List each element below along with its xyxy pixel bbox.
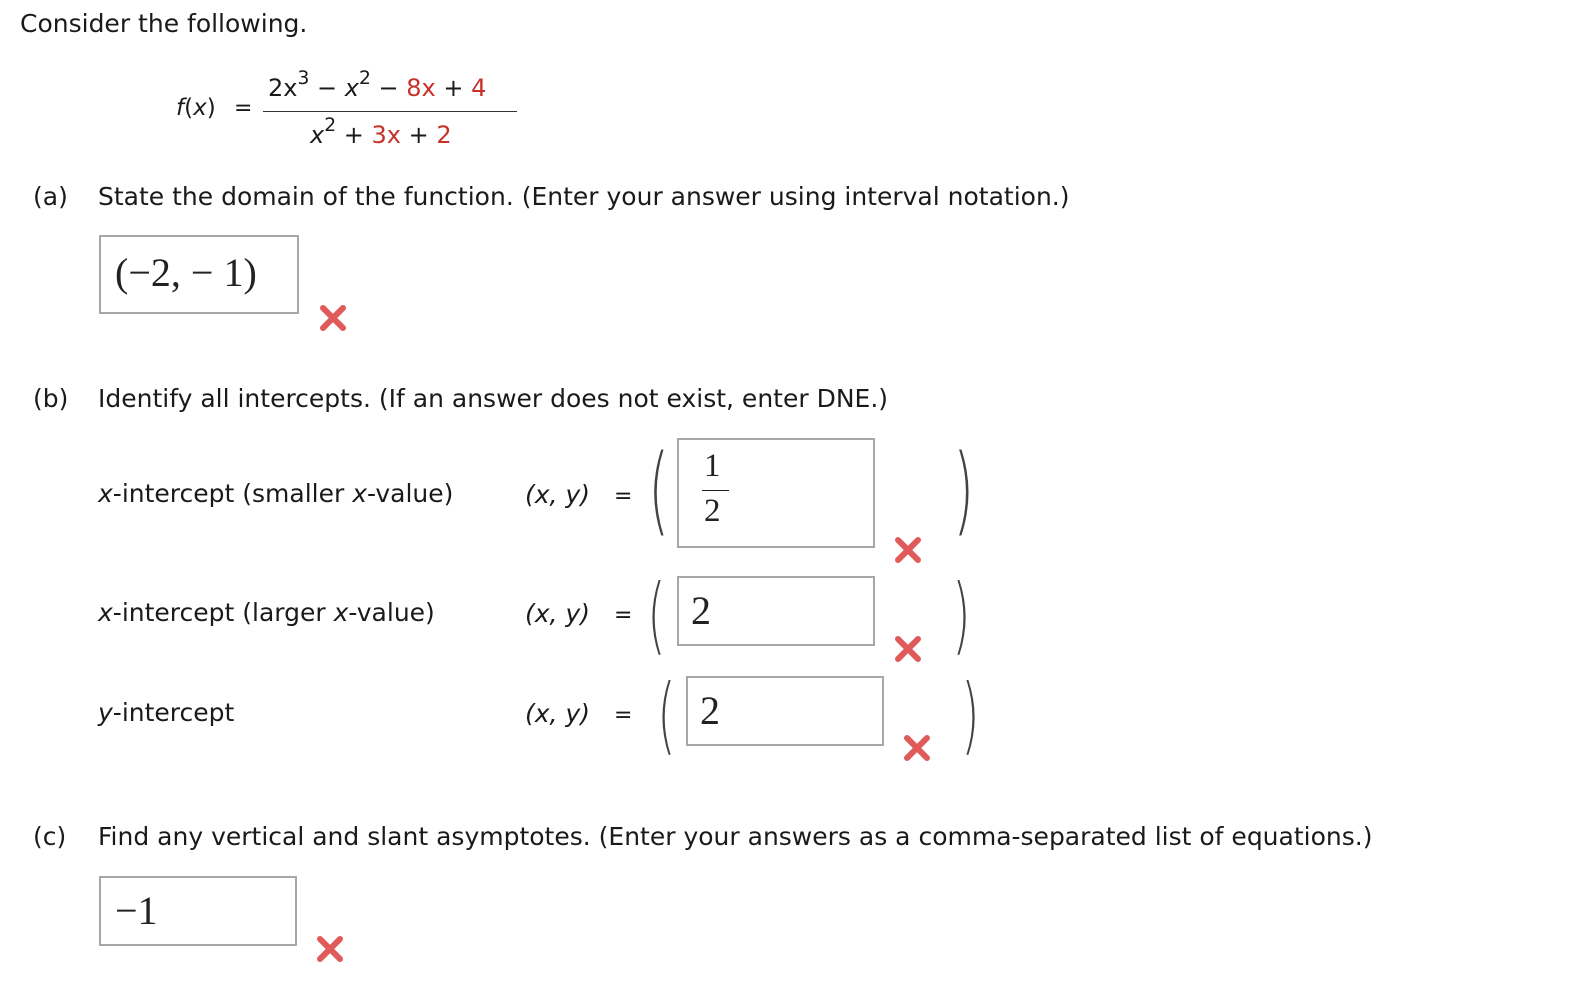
function-equals: =: [234, 96, 253, 121]
x-intercept-larger-value: 2: [691, 588, 711, 633]
function-denominator: $x^2 + 3x + 2$: [310, 115, 452, 149]
x-intercept-larger-label: x-intercept (larger x-value): [98, 598, 435, 627]
x-mark-icon: [318, 303, 348, 333]
open-paren-3: (: [657, 666, 676, 764]
function-numerator: $2x^3 - x^2 - 8x + 4$: [268, 68, 487, 102]
part-b-letter: (b): [33, 384, 69, 413]
part-b-prompt: Identify all intercepts. (If an answer does not exist, enter DNE.): [98, 384, 889, 413]
x-intercept-larger-field[interactable]: [677, 576, 875, 646]
part-a-letter: (a): [33, 182, 68, 211]
asymptotes-answer-value: −1: [115, 888, 158, 933]
xy-label-2: (x, y): [525, 599, 590, 628]
equals-1: =: [614, 484, 633, 509]
open-paren-2: (: [647, 566, 666, 664]
x-mark-icon: [893, 535, 923, 565]
function-fraction-bar: [263, 111, 517, 112]
y-intercept-field[interactable]: [686, 676, 884, 746]
xy-label-1: (x, y): [525, 480, 590, 509]
y-intercept-value: 2: [700, 688, 720, 733]
equals-3: =: [614, 703, 633, 728]
close-paren-2: ): [952, 566, 971, 664]
x-mark-icon: [315, 934, 345, 964]
part-c-letter: (c): [33, 822, 67, 851]
part-a-prompt: State the domain of the function. (Enter your answer using interval notation.): [98, 182, 1070, 211]
equals-2: =: [614, 603, 633, 628]
x-intercept-smaller-label: x-intercept (smaller x-value): [98, 479, 454, 508]
fraction-denominator: 2: [704, 493, 721, 529]
xy-label-3: (x, y): [525, 699, 590, 728]
x-mark-icon: [902, 733, 932, 763]
domain-answer-value: (−2, − 1): [115, 250, 257, 295]
x-mark-icon: [893, 634, 923, 664]
close-paren-1: ): [953, 434, 975, 546]
y-intercept-label: y-intercept: [98, 698, 235, 727]
part-c-prompt: Find any vertical and slant asymptotes. (Enter your answers as a comma-separated list of equations.): [98, 822, 1373, 851]
domain-answer-field[interactable]: [99, 235, 299, 314]
answer-fraction-bar: [702, 490, 729, 491]
intro-text: Consider the following.: [20, 9, 308, 38]
close-paren-3: ): [961, 666, 980, 764]
open-paren-1: (: [648, 434, 670, 546]
function-label: f(x): [176, 95, 216, 121]
fraction-numerator: 1: [704, 448, 721, 484]
x-intercept-smaller-field[interactable]: [677, 438, 875, 548]
asymptotes-answer-field[interactable]: [99, 876, 297, 946]
